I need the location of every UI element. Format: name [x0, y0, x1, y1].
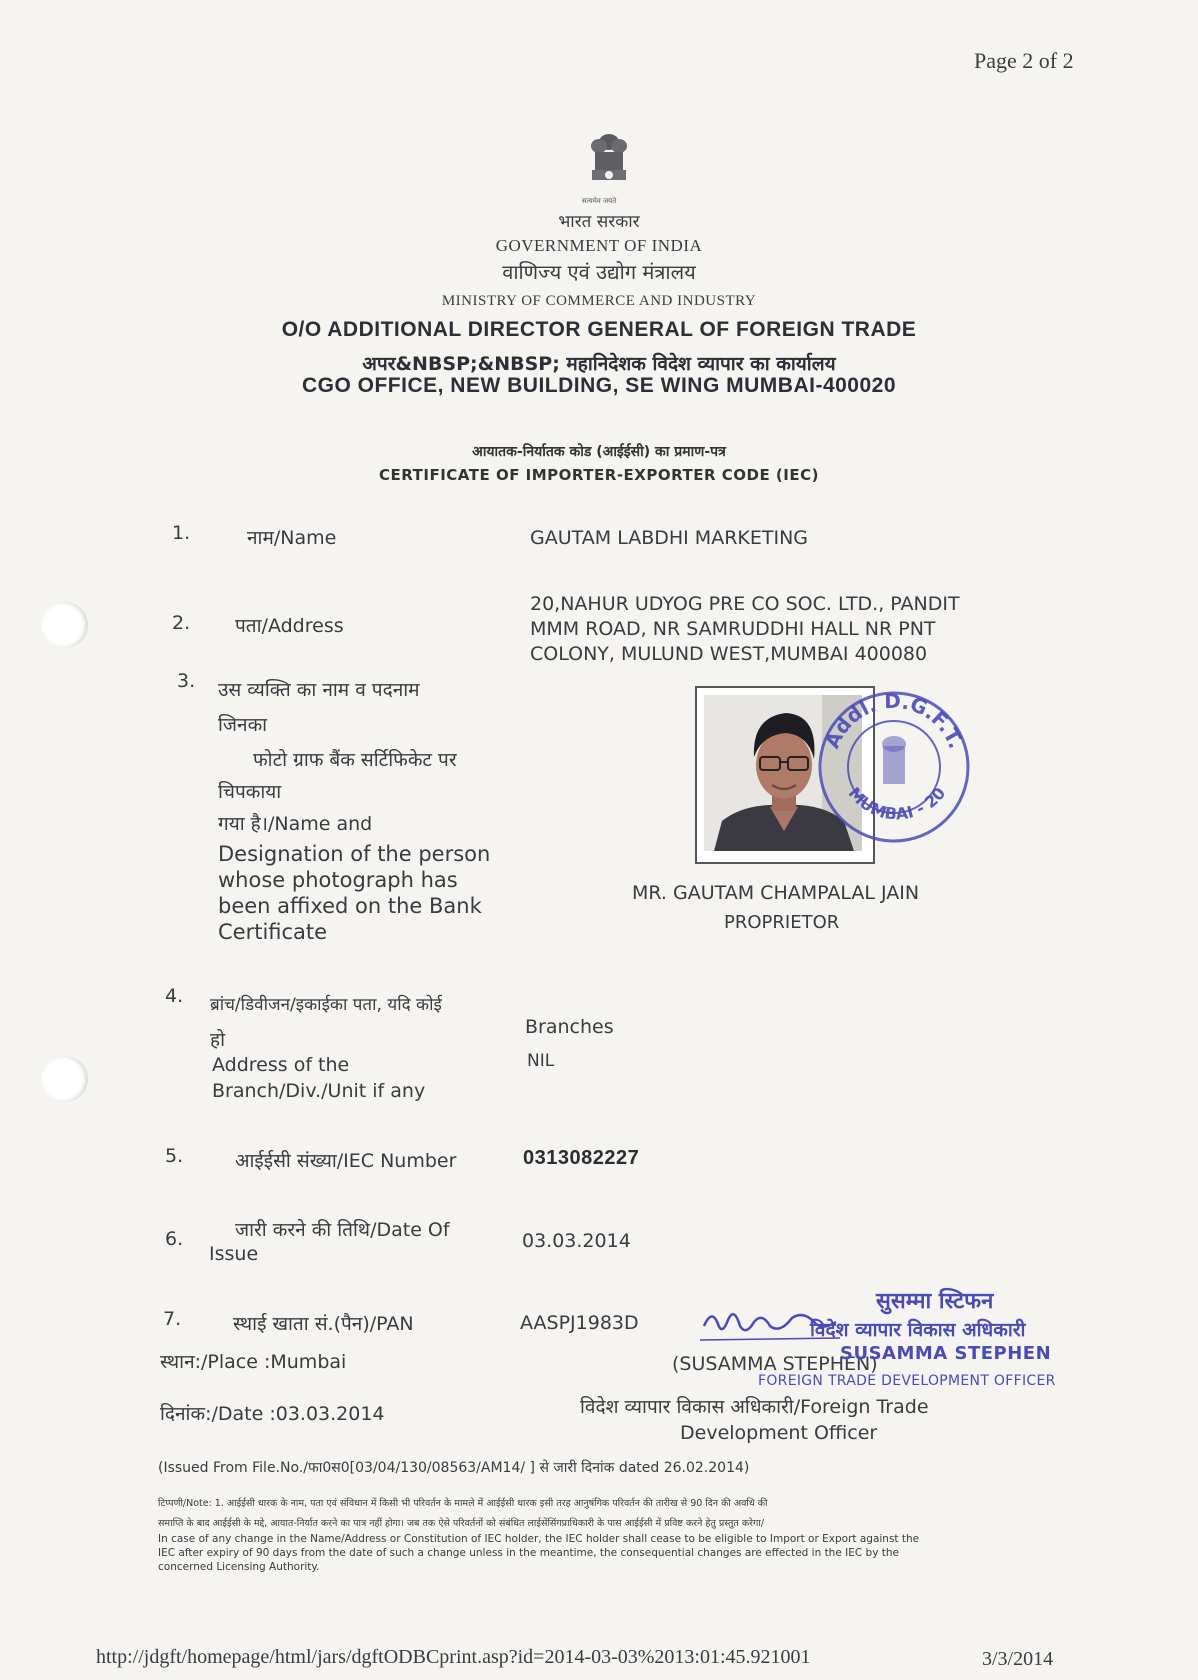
certificate-title-english: CERTIFICATE OF IMPORTER-EXPORTER CODE (IEC)	[379, 466, 819, 484]
stamp-title-hindi: विदेश व्यापार विकास अधिकारी	[810, 1319, 1026, 1341]
note-hindi-line-2: समाप्ति के बाद आईईसी के मद्दे, आयात-निर्यात करने का पात्र नहीं होगा। जब तक ऐसे परिवर्तनों को संबंधित लाईसेंसिंगप्राधिकारी के पास आईईसी में प्रविष्ट करने हेतु प्रस्तुत करेगा/	[158, 1518, 765, 1529]
person-label-line-9: Certificate	[218, 920, 328, 944]
person-label-line-3: फोटो ग्राफ बैंक सर्टिफिकेट पर	[253, 749, 457, 771]
issue-date-value: 03.03.2014	[522, 1230, 631, 1252]
issue-date-label-line-2: Issue	[209, 1243, 259, 1265]
person-label-line-6: Designation of the person	[218, 842, 491, 866]
field-7-number: 7.	[163, 1308, 182, 1330]
person-label-line-8: been affixed on the Bank	[218, 894, 482, 918]
branches-value: NIL	[527, 1051, 555, 1071]
govt-english: GOVERNMENT OF INDIA	[495, 236, 703, 255]
punch-hole-bottom	[42, 1056, 88, 1102]
field-5-number: 5.	[165, 1145, 184, 1167]
printed-officer-name: (SUSAMMA STEPHEN)	[672, 1353, 878, 1375]
state-emblem-icon	[588, 132, 630, 196]
note-english-line-1: In case of any change in the Name/Address or Constitution of IEC holder, the IEC holder shall cease to be eligible to Import or Export against the	[158, 1533, 920, 1545]
address-label: पता/Address	[235, 615, 344, 637]
stamp-title-english: FOREIGN TRADE DEVELOPMENT OFFICER	[758, 1373, 1056, 1389]
footer-url: http://jdgft/homepage/html/jars/dgftODBCprint.asp?id=2014-03-03%2013:01:45.921001	[96, 1646, 811, 1668]
dgft-seal-stamp	[815, 688, 973, 846]
office-hindi: अपर&NBSP;&NBSP; महानिदेशक विदेश व्यापार का कार्यालय	[362, 353, 836, 375]
printed-officer-title-line-2: Development Officer	[680, 1422, 878, 1444]
ministry-hindi: वाणिज्य एवं उद्योग मंत्रालय	[502, 260, 696, 284]
pan-label: स्थाई खाता सं.(पैन)/PAN	[233, 1313, 414, 1335]
certificate-title-hindi: आयातक-निर्यातक कोड (आईईसी) का प्रमाण-पत्र	[472, 444, 726, 460]
address-line-2: MMM ROAD, NR SAMRUDDHI HALL NR PNT	[530, 618, 936, 640]
field-1-number: 1.	[172, 522, 191, 544]
branch-label-line-3: Address of the	[212, 1054, 350, 1076]
branches-heading: Branches	[525, 1016, 614, 1038]
stamp-name-english: SUSAMMA STEPHEN	[840, 1343, 1052, 1364]
field-6-number: 6.	[165, 1228, 184, 1250]
branch-label-line-1: ब्रांच/डिवीजन/इकाईका पता, यदि कोई	[210, 995, 442, 1015]
stamp-text-bottom: MUMBAI - 20	[844, 783, 950, 824]
punch-hole-top	[42, 602, 88, 648]
field-2-number: 2.	[172, 612, 191, 634]
note-hindi-line-1: टिप्पणी/Note: 1. आईईसी धारक के नाम, पता एवं संविधान में किसी भी परिवर्तन के मामले में आईईसी धारक इसी तरह आनुषंगिक परिवर्तन की तारीख से 90 दिन की अवधि की	[158, 1498, 768, 1509]
office-address: CGO OFFICE, NEW BUILDING, SE WING MUMBAI-400020	[301, 374, 897, 397]
branch-label-line-2: हो	[210, 1029, 226, 1051]
person-name-value: MR. GAUTAM CHAMPALAL JAIN	[632, 882, 920, 904]
field-4-number: 4.	[165, 985, 184, 1007]
person-label-line-4: चिपकाया	[218, 781, 282, 803]
field-3-number: 3.	[177, 670, 196, 692]
iec-number-value: 0313082227	[523, 1147, 640, 1169]
person-label-line-5: गया है।/Name and	[218, 813, 373, 835]
person-label-line-1: उस व्यक्ति का नाम व पदनाम	[218, 679, 420, 701]
date-text: दिनांक:/Date :03.03.2014	[160, 1403, 385, 1425]
branch-label-line-4: Branch/Div./Unit if any	[212, 1080, 426, 1102]
address-line-3: COLONY, MULUND WEST,MUMBAI 400080	[530, 643, 928, 665]
stamp-name-hindi: सुसम्मा स्टिफन	[876, 1289, 994, 1314]
name-value: GAUTAM LABDHI MARKETING	[530, 527, 809, 549]
svg-text:MUMBAI - 20	[845, 783, 950, 823]
footer-print-date: 3/3/2014	[982, 1648, 1054, 1670]
printed-officer-title-line-1: विदेश व्यापार विकास अधिकारी/Foreign Trade	[580, 1396, 929, 1418]
page-number: Page 2 of 2	[974, 48, 1074, 73]
emblem-motto: सत्यमेव जयते	[581, 197, 617, 205]
note-english-line-2: IEC after expiry of 90 days from the date of such a change unless in the meantime, the consequential changes are effected in the IEC by the	[158, 1547, 899, 1559]
person-label-line-2: जिनका	[218, 714, 268, 736]
place-text: स्थान:/Place :Mumbai	[160, 1351, 347, 1373]
address-line-1: 20,NAHUR UDYOG PRE CO SOC. LTD., PANDIT	[530, 593, 960, 615]
pan-value: AASPJ1983D	[520, 1312, 639, 1334]
person-designation-value: PROPRIETOR	[724, 912, 840, 933]
name-label: नाम/Name	[247, 527, 337, 549]
note-english-line-3: concerned Licensing Authority.	[158, 1561, 320, 1573]
issued-from-text: (Issued From File.No./फा0स0[03/04/130/08563/AM14/ ] से जारी दिनांक dated 26.02.2014)	[158, 1460, 750, 1476]
iec-label: आईईसी संख्या/IEC Number	[235, 1150, 457, 1172]
issue-date-label-line-1: जारी करने की तिथि/Date Of	[235, 1219, 450, 1241]
govt-hindi: भारत सरकार	[558, 212, 640, 232]
ministry-english: MINISTRY OF COMMERCE AND INDUSTRY	[441, 293, 757, 309]
stamp-text-top: Addl. D.G.F.T.	[819, 688, 969, 752]
person-label-line-7: whose photograph has	[218, 868, 458, 892]
office-english: O/O ADDITIONAL DIRECTOR GENERAL OF FOREIGN TRADE	[281, 318, 917, 341]
